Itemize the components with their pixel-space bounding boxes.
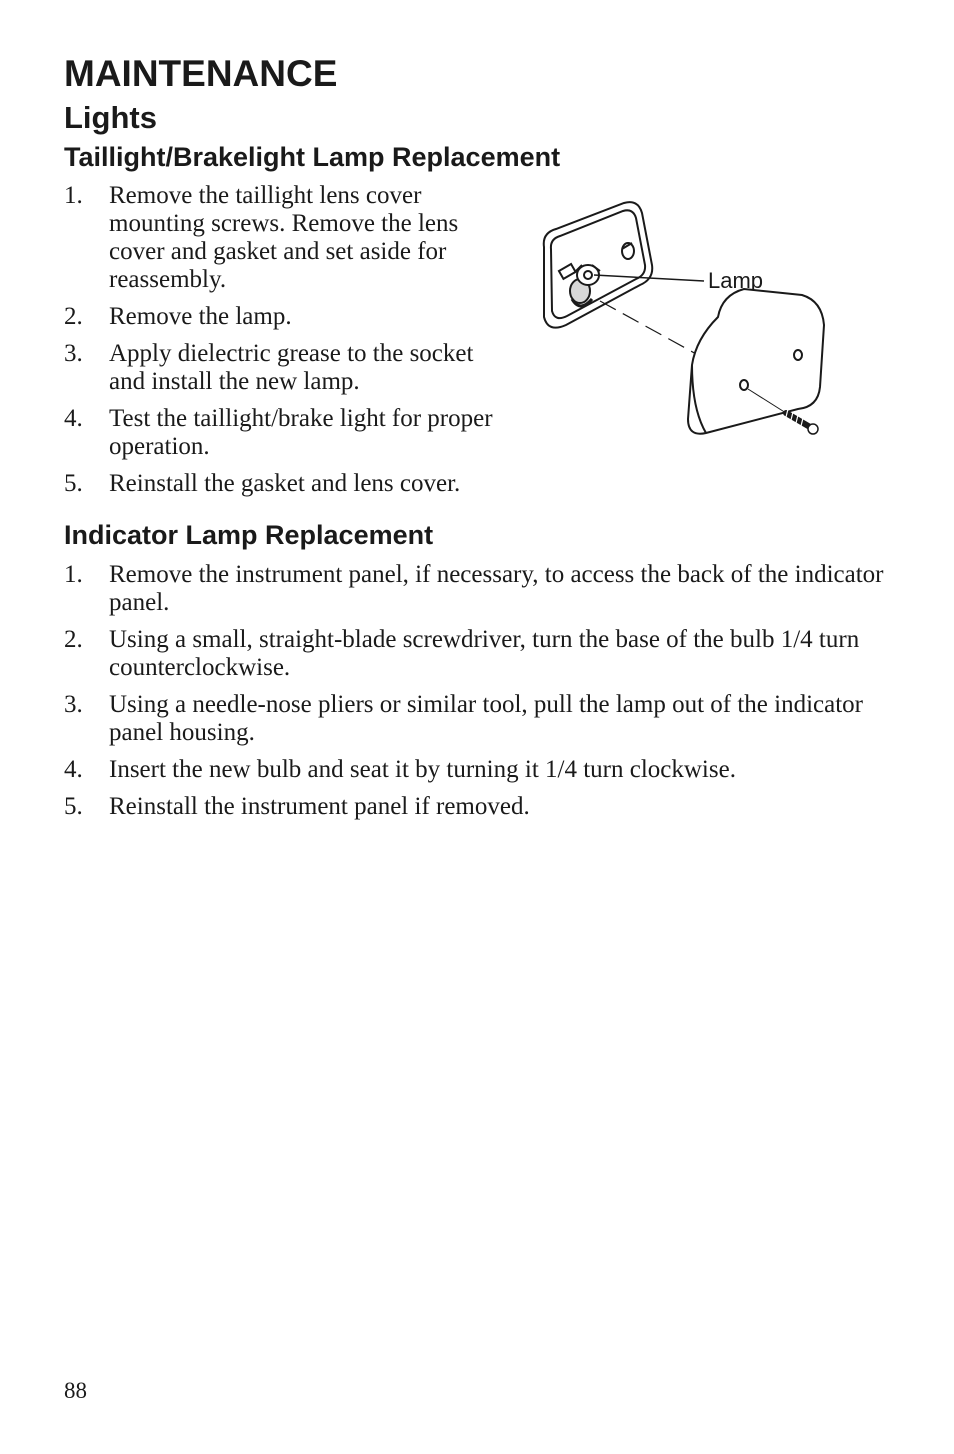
step-text: Remove the lamp. (109, 303, 292, 330)
step-text: Insert the new bulb and seat it by turning it 1/4 turn clockwise. (109, 756, 736, 783)
step-text: Reinstall the instrument panel if removed. (109, 793, 530, 820)
step-number: 1. (64, 561, 83, 588)
list-item (64, 303, 514, 331)
list-item (64, 182, 514, 294)
step-text: Reinstall the gasket and lens cover. (109, 470, 461, 497)
taillight-assembly-diagram (530, 195, 840, 450)
step-text: Using a small, straight-blade screwdriver, turn the base of the bulb 1/4 turn counterclockwise. (109, 626, 860, 681)
step-number: 5. (64, 793, 83, 820)
list-item (64, 405, 514, 461)
list-item (64, 470, 514, 498)
subsection-title: Lights (64, 100, 157, 135)
step-number: 2. (64, 303, 83, 330)
step-number: 1. (64, 182, 83, 209)
step-text: Remove the taillight lens cover mounting screws. Remove the lens cover and gasket and set aside for reassembly. (109, 182, 459, 293)
step-number: 5. (64, 470, 83, 497)
step-text: Using a needle-nose pliers or similar tool, pull the lamp out of the indicator panel housing. (109, 691, 863, 746)
step-number: 3. (64, 340, 83, 367)
step-text: Test the taillight/brake light for proper operation. (109, 405, 493, 460)
list-item (64, 626, 884, 682)
list-item (64, 756, 884, 784)
step-number: 2. (64, 626, 83, 653)
lens-cover-illustration (688, 289, 824, 434)
indicator-heading: Indicator Lamp Replacement (64, 520, 434, 550)
list-item (64, 793, 884, 821)
taillight-steps-list (64, 182, 514, 507)
list-item (64, 340, 514, 396)
taillight-heading: Taillight/Brakelight Lamp Replacement (64, 142, 561, 172)
step-number: 3. (64, 691, 83, 718)
lamp-label: Lamp (708, 268, 764, 293)
indicator-steps-list (64, 561, 884, 830)
step-number: 4. (64, 756, 83, 783)
list-item (64, 691, 884, 747)
step-number: 4. (64, 405, 83, 432)
taillight-housing-illustration (544, 202, 653, 328)
list-item (64, 561, 884, 617)
step-text: Remove the instrument panel, if necessary, to access the back of the indicator panel. (109, 561, 884, 616)
page-number: 88 (64, 1378, 87, 1403)
section-title: MAINTENANCE (64, 53, 338, 94)
step-text: Apply dielectric grease to the socket and install the new lamp. (109, 340, 474, 395)
